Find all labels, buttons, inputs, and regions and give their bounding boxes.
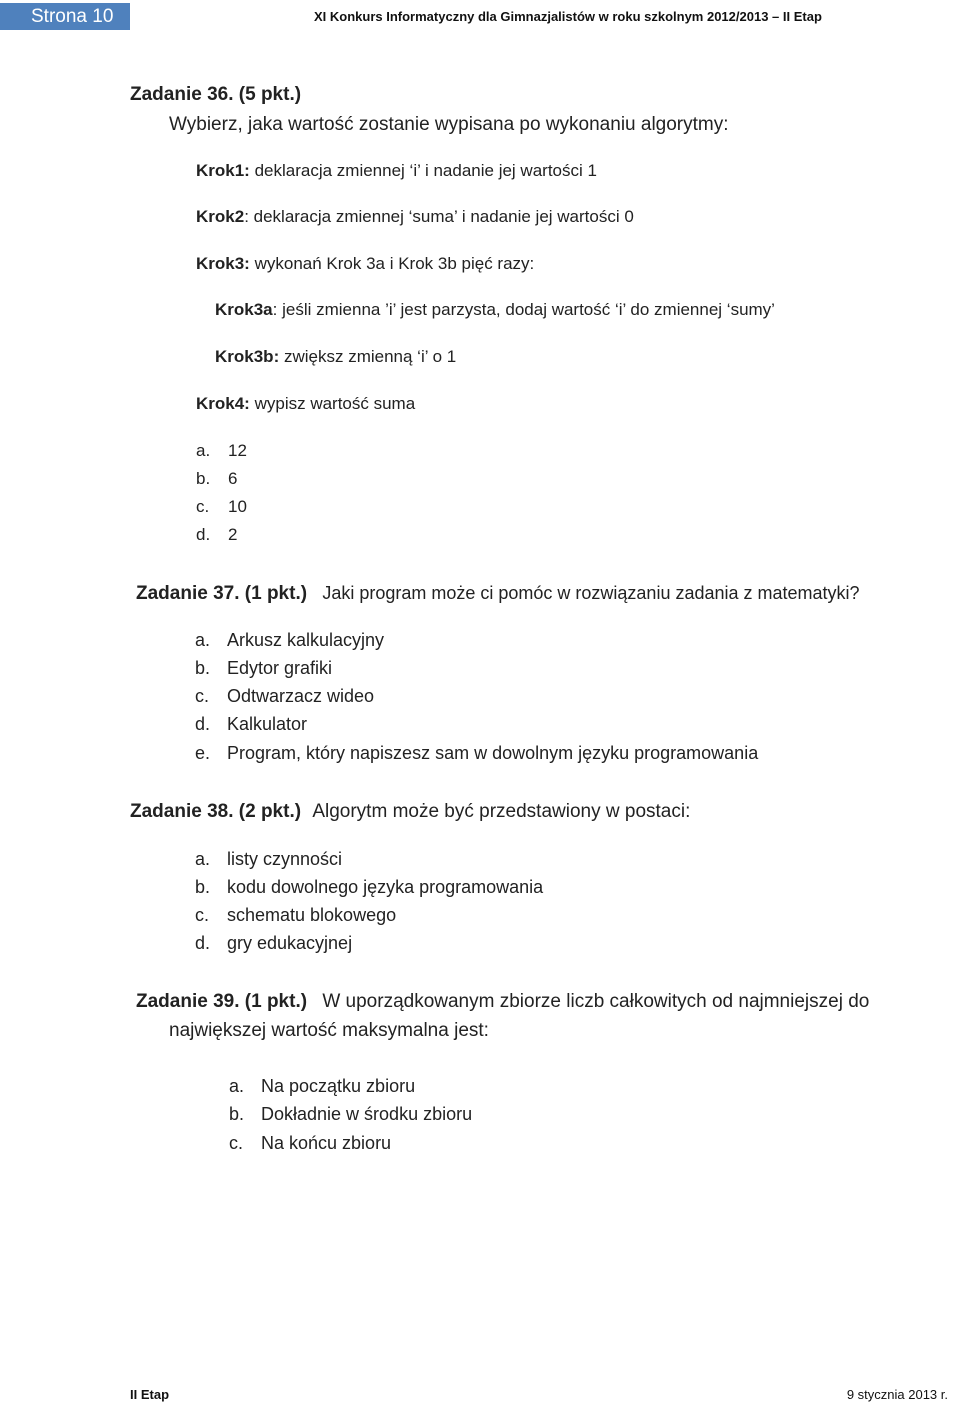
option-letter: e. <box>195 743 211 763</box>
question-37-option-a <box>195 630 384 651</box>
option-text: Dokładnie w środku zbioru <box>261 1104 473 1124</box>
step-label: Krok3: <box>196 254 250 273</box>
question-36-option-c <box>196 497 247 517</box>
step-label: Krok1: <box>196 161 250 180</box>
option-text: 2 <box>228 525 238 544</box>
question-38-option-a <box>195 849 342 870</box>
option-text: schematu blokowego <box>227 905 397 925</box>
option-letter: c. <box>229 1133 244 1153</box>
step-text: wypisz wartość suma <box>249 394 416 413</box>
step-label: Krok4: <box>196 394 250 413</box>
option-letter: b. <box>195 877 211 897</box>
page-number-badge: Strona 10 <box>0 3 130 30</box>
question-36-option-a <box>196 441 247 461</box>
step-text: wykonań Krok 3a i Krok 3b pięć razy: <box>249 254 535 273</box>
algorithm-step-2 <box>196 207 634 227</box>
option-text: kodu dowolnego języka programowania <box>227 877 544 897</box>
question-36-option-b <box>196 469 237 489</box>
question-38-title: Zadanie 38. (2 pkt.) <box>130 801 302 822</box>
step-text: : deklaracja zmiennej ‘suma’ i nadanie jej wartości 0 <box>244 207 634 226</box>
step-label: Krok3a <box>215 300 273 319</box>
question-37-heading <box>136 583 860 605</box>
footer-date: 9 stycznia 2013 r. <box>846 1387 948 1402</box>
header-title: XI Konkurs Informatyczny dla Gimnazjalistów w roku szkolnym 2012/2013 – II Etap <box>314 9 822 24</box>
question-39-option-b <box>229 1104 472 1125</box>
option-text: 10 <box>228 497 247 516</box>
question-39-option-a <box>229 1076 415 1097</box>
option-letter: b. <box>229 1104 245 1124</box>
question-36-prompt: Wybierz, jaka wartość zostanie wypisana po wykonaniu algorytmy: <box>169 114 729 135</box>
algorithm-step-3b <box>215 347 456 367</box>
step-text: : jeśli zmienna ’i’ jest parzysta, dodaj wartość ‘i’ do zmiennej ‘sumy’ <box>272 300 775 319</box>
algorithm-step-4 <box>196 394 415 414</box>
question-38-option-b <box>195 877 543 898</box>
question-39-prompt-line-2: największej wartość maksymalna jest: <box>169 1020 489 1041</box>
question-37-option-c <box>195 686 374 707</box>
question-39-option-c <box>229 1133 391 1154</box>
algorithm-step-3a <box>215 300 775 320</box>
question-39-heading <box>136 991 869 1013</box>
question-37-option-e <box>195 743 758 764</box>
option-letter: a. <box>229 1076 245 1096</box>
option-letter: b. <box>195 658 211 678</box>
step-label: Krok3b: <box>215 347 280 366</box>
option-text: 12 <box>228 441 247 460</box>
option-text: listy czynności <box>227 849 343 869</box>
question-38-option-c <box>195 905 396 926</box>
algorithm-step-3 <box>196 254 534 274</box>
question-37-prompt: Jaki program może ci pomóc w rozwiązaniu zadania z matematyki? <box>322 583 860 603</box>
option-text: Na początku zbioru <box>261 1076 416 1096</box>
step-text: deklaracja zmiennej ‘i’ i nadanie jej wartości 1 <box>249 161 597 180</box>
question-36-option-d <box>196 525 237 545</box>
option-letter: c. <box>195 905 210 925</box>
step-text: zwiększ zmienną ‘i’ o 1 <box>279 347 457 366</box>
option-letter: c. <box>195 686 210 706</box>
option-letter: a. <box>195 849 211 869</box>
question-39-prompt-line-1: W uporządkowanym zbiorze liczb całkowitych od najmniejszej do <box>322 991 870 1012</box>
step-label: Krok2 <box>196 207 245 226</box>
option-text: Arkusz kalkulacyjny <box>227 630 385 650</box>
question-38-option-d <box>195 933 352 954</box>
question-37-option-b <box>195 658 332 679</box>
option-letter: b. <box>196 469 211 488</box>
option-letter: d. <box>196 525 211 544</box>
option-text: Na końcu zbioru <box>261 1133 392 1153</box>
option-letter: a. <box>195 630 211 650</box>
option-text: Program, który napiszesz sam w dowolnym języku programowania <box>227 743 759 763</box>
option-letter: a. <box>196 441 211 460</box>
option-letter: d. <box>195 714 211 734</box>
option-text: 6 <box>228 469 238 488</box>
option-text: Odtwarzacz wideo <box>227 686 375 706</box>
question-38-heading <box>130 801 690 823</box>
question-37-title: Zadanie 37. (1 pkt.) <box>136 583 308 604</box>
question-36-title: Zadanie 36. (5 pkt.) <box>130 84 302 105</box>
option-text: Edytor grafiki <box>227 658 333 678</box>
option-text: Kalkulator <box>227 714 308 734</box>
question-37-option-d <box>195 714 307 735</box>
footer-stage: II Etap <box>130 1387 170 1402</box>
question-36-heading <box>130 84 301 106</box>
algorithm-step-1 <box>196 161 597 181</box>
question-39-title: Zadanie 39. (1 pkt.) <box>136 991 308 1012</box>
question-38-prompt: Algorytm może być przedstawiony w postaci: <box>312 801 691 822</box>
option-letter: c. <box>196 497 210 516</box>
option-letter: d. <box>195 933 211 953</box>
option-text: gry edukacyjnej <box>227 933 353 953</box>
